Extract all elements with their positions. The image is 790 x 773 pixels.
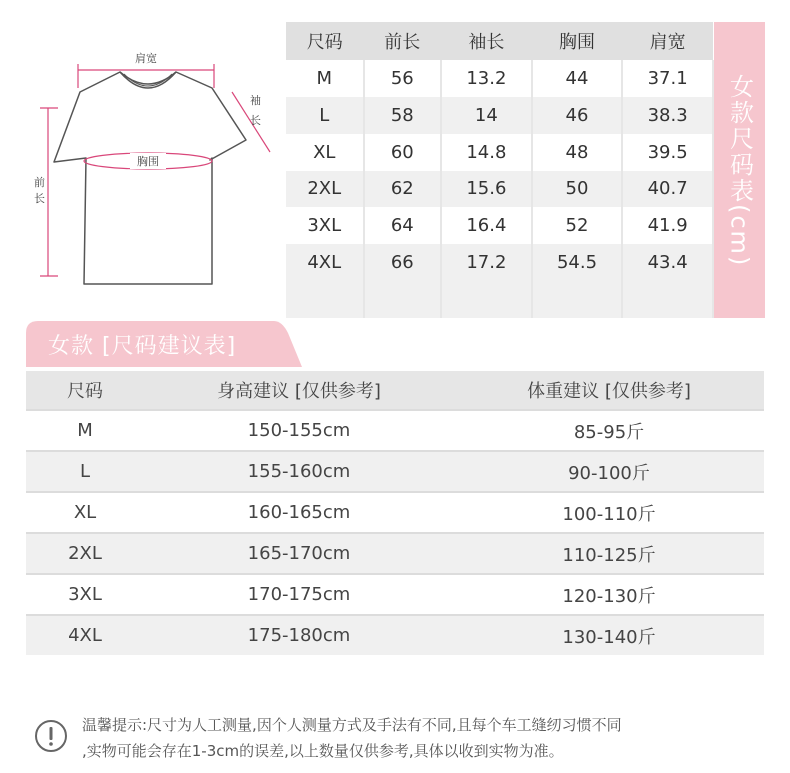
length-label-1: 前 — [34, 176, 45, 189]
table-cell: 2XL — [286, 171, 364, 208]
side-title-text: 女款尺码表 — [725, 74, 754, 204]
table-cell: 150-155cm — [144, 410, 454, 451]
table-cell: L — [26, 451, 144, 492]
table-cell: 90-100斤 — [454, 451, 764, 492]
size-table-header: 肩宽 — [622, 22, 713, 60]
table-cell: 56 — [364, 60, 442, 97]
table-cell: 16.4 — [441, 207, 532, 244]
table-row — [286, 60, 713, 97]
table-cell: 13.2 — [441, 60, 532, 97]
tshirt-measurement-diagram — [0, 0, 290, 300]
table-cell: M — [286, 60, 364, 97]
table-cell: XL — [26, 492, 144, 533]
size-table-header: 袖长 — [441, 22, 532, 60]
table-cell: 62 — [364, 171, 442, 208]
table-cell: 52 — [532, 207, 623, 244]
table-cell-empty — [622, 281, 713, 318]
recommend-header: 体重建议 [仅供参考] — [454, 371, 764, 410]
table-row-empty — [286, 281, 713, 318]
table-cell: 46 — [532, 97, 623, 134]
table-cell-empty — [364, 281, 442, 318]
table-cell: 58 — [364, 97, 442, 134]
note-text — [82, 712, 772, 764]
table-row — [26, 492, 764, 533]
table-cell: 100-110斤 — [454, 492, 764, 533]
note-line-2: ,实物可能会存在1-3cm的误差,以上数量仅供参考,具体以收到实物为准。 — [82, 742, 564, 760]
note-line-1: 温馨提示:尺寸为人工测量,因个人测量方式及手法有不同,且每个车工缝纫习惯不同 — [82, 716, 622, 734]
table-cell: 40.7 — [622, 171, 713, 208]
table-cell: 110-125斤 — [454, 533, 764, 574]
size-chart-table — [286, 22, 714, 318]
table-cell: 3XL — [26, 574, 144, 615]
table-row — [286, 207, 713, 244]
table-row — [286, 244, 713, 281]
table-cell: 41.9 — [622, 207, 713, 244]
table-cell-empty — [286, 281, 364, 318]
size-table-header: 前长 — [364, 22, 442, 60]
exclamation-icon — [34, 719, 68, 753]
sleeve-label-2: 长 — [250, 114, 261, 127]
table-cell: 120-130斤 — [454, 574, 764, 615]
table-cell: 54.5 — [532, 244, 623, 281]
table-cell: 17.2 — [441, 244, 532, 281]
table-row — [286, 134, 713, 171]
table-row — [26, 615, 764, 655]
chest-label: 胸围 — [137, 155, 159, 168]
table-cell: 165-170cm — [144, 533, 454, 574]
table-cell: 39.5 — [622, 134, 713, 171]
table-cell: XL — [286, 134, 364, 171]
table-cell: 37.1 — [622, 60, 713, 97]
table-cell: 64 — [364, 207, 442, 244]
table-cell: 4XL — [26, 615, 144, 655]
table-cell: 44 — [532, 60, 623, 97]
table-row — [286, 171, 713, 208]
table-cell: 2XL — [26, 533, 144, 574]
size-table-header: 尺码 — [286, 22, 364, 60]
table-cell: 3XL — [286, 207, 364, 244]
table-cell: 85-95斤 — [454, 410, 764, 451]
table-cell: 14.8 — [441, 134, 532, 171]
recommend-header-row — [26, 371, 764, 410]
table-cell: 175-180cm — [144, 615, 454, 655]
size-chart-side-title — [714, 74, 765, 267]
table-cell: 15.6 — [441, 171, 532, 208]
tshirt-outline — [54, 72, 246, 284]
table-cell: 50 — [532, 171, 623, 208]
table-cell: 66 — [364, 244, 442, 281]
size-chart-side-banner — [714, 22, 765, 318]
table-cell: 170-175cm — [144, 574, 454, 615]
table-row — [26, 451, 764, 492]
table-cell: 48 — [532, 134, 623, 171]
table-cell: 160-165cm — [144, 492, 454, 533]
table-cell: 4XL — [286, 244, 364, 281]
sleeve-label-1: 袖 — [250, 94, 261, 107]
size-table-header-row — [286, 22, 713, 60]
table-row — [26, 410, 764, 451]
table-cell: 38.3 — [622, 97, 713, 134]
table-row — [286, 97, 713, 134]
recommend-banner — [26, 321, 302, 367]
recommend-title: 女款 [尺码建议表] — [48, 334, 237, 359]
table-cell: 155-160cm — [144, 451, 454, 492]
table-cell: 130-140斤 — [454, 615, 764, 655]
table-row — [26, 533, 764, 574]
table-cell: 14 — [441, 97, 532, 134]
table-row — [26, 574, 764, 615]
recommend-header: 身高建议 [仅供参考] — [144, 371, 454, 410]
shoulder-label: 肩宽 — [135, 52, 157, 65]
length-label-2: 长 — [34, 192, 45, 205]
size-table-header: 胸围 — [532, 22, 623, 60]
side-unit-text: (cm) — [725, 204, 754, 268]
table-cell: L — [286, 97, 364, 134]
table-cell-empty — [441, 281, 532, 318]
table-cell: 60 — [364, 134, 442, 171]
recommend-table — [26, 371, 764, 655]
recommend-header: 尺码 — [26, 371, 144, 410]
table-cell-empty — [532, 281, 623, 318]
table-cell: M — [26, 410, 144, 451]
table-cell: 43.4 — [622, 244, 713, 281]
